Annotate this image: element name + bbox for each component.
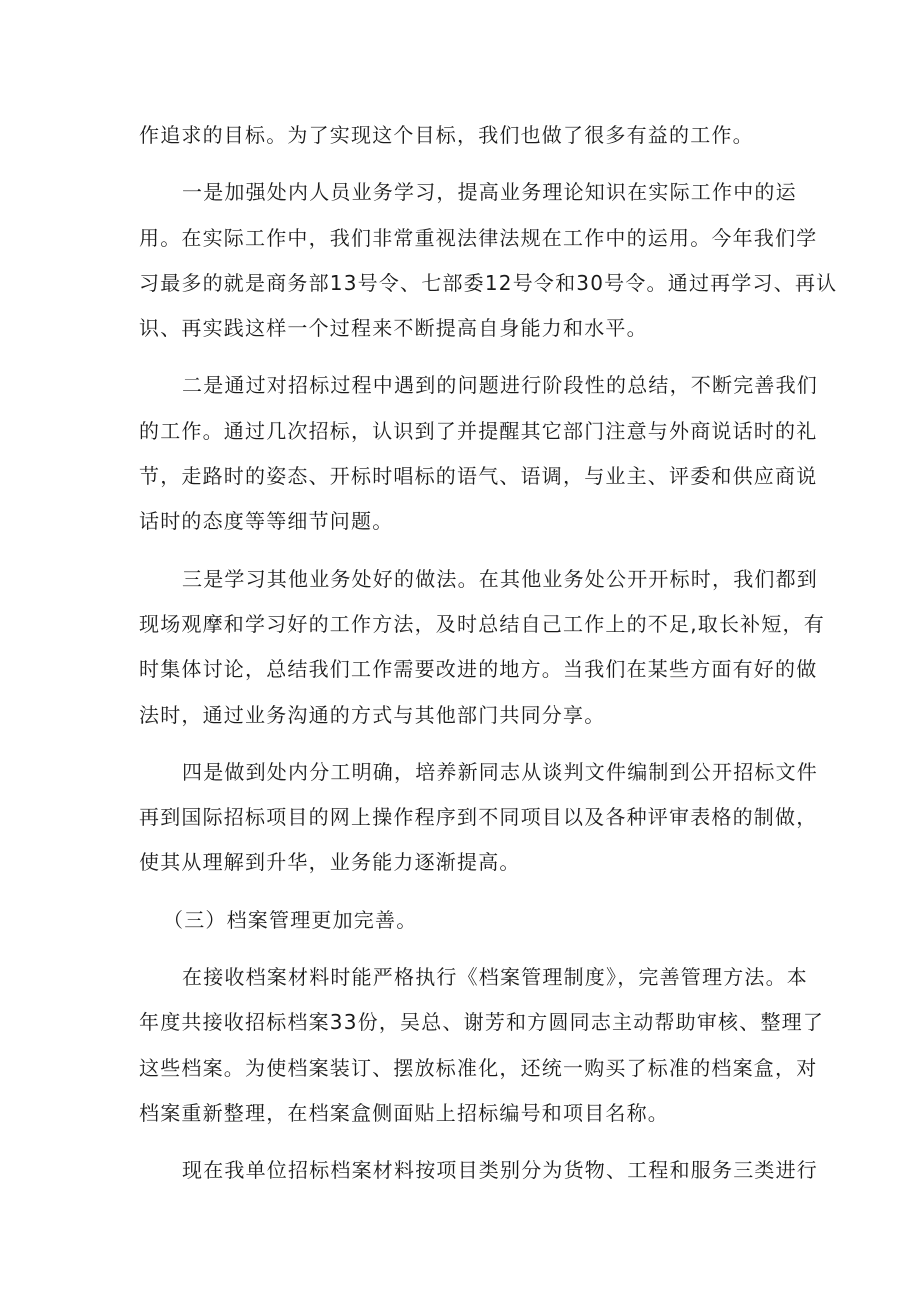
document-body bbox=[139, 113, 838, 1194]
paragraph-2-line-3: 节，走路时的姿态、开标时唱标的语气、语调，与业主、评委和供应商说 bbox=[139, 464, 818, 489]
paragraph-4-line-2: 再到国际招标项目的网上操作程序到不同项目以及各种评审表格的制做， bbox=[139, 805, 818, 830]
paragraph-2-line-2: 的工作。通过几次招标，认识到了并提醒其它部门注意与外商说话时的礼 bbox=[139, 418, 818, 443]
paragraph-3-line-4: 法时，通过业务沟通的方式与其他部门共同分享。 bbox=[139, 702, 606, 727]
paragraph-4-line-3: 使其从理解到升华，业务能力逐渐提高。 bbox=[139, 850, 521, 875]
paragraph-5-line-4: 档案重新整理，在档案盒侧面贴上招标编号和项目名称。 bbox=[139, 1100, 669, 1125]
paragraph-6-line-1: 现在我单位招标档案材料按项目类别分为货物、工程和服务三类进行 bbox=[182, 1158, 818, 1183]
paragraph-4-line-1: 四是做到处内分工明确，培养新同志从谈判文件编制到公开招标文件 bbox=[182, 759, 818, 784]
paragraph-5-line-1: 在接收档案材料时能严格执行《档案管理制度》，完善管理方法。本 bbox=[182, 965, 808, 990]
paragraph-3-line-3: 时集体讨论，总结我们工作需要改进的地方。当我们在某些方面有好的做 bbox=[139, 657, 818, 682]
paragraph-5-line-3: 这些档案。为使档案装订、摆放标准化，还统一购买了标准的档案盒，对 bbox=[139, 1055, 818, 1080]
paragraph-3-line-1: 三是学习其他业务处好的做法。在其他业务处公开开标时，我们都到 bbox=[182, 566, 818, 591]
paragraph-3-line-2: 现场观摩和学习好的工作方法，及时总结自己工作上的不足,取长补短，有 bbox=[139, 611, 825, 636]
paragraph-2-line-4: 话时的态度等等细节问题。 bbox=[139, 509, 394, 534]
paragraph-continuation-line: 作追求的目标。为了实现这个目标，我们也做了很多有益的工作。 bbox=[139, 123, 754, 147]
paragraph-1-line-1: 一是加强处内人员业务学习，提高业务理论知识在实际工作中的运 bbox=[182, 180, 797, 205]
paragraph-1-line-3: 习最多的就是商务部13号令、七部委12号令和30号令。通过再学习、再认 bbox=[139, 270, 838, 295]
section-heading: （三）档案管理更加完善。 bbox=[163, 907, 418, 932]
paragraph-1-line-2: 用。在实际工作中，我们非常重视法律法规在工作中的运用。今年我们学 bbox=[139, 225, 818, 250]
paragraph-2-line-1: 二是通过对招标过程中遇到的问题进行阶段性的总结，不断完善我们 bbox=[182, 373, 818, 398]
paragraph-1-line-4: 识、再实践这样一个过程来不断提高自身能力和水平。 bbox=[139, 316, 648, 341]
paragraph-5-line-2: 年度共接收招标档案33份，吴总、谢芳和方圆同志主动帮助审核、整理了 bbox=[139, 1010, 825, 1035]
